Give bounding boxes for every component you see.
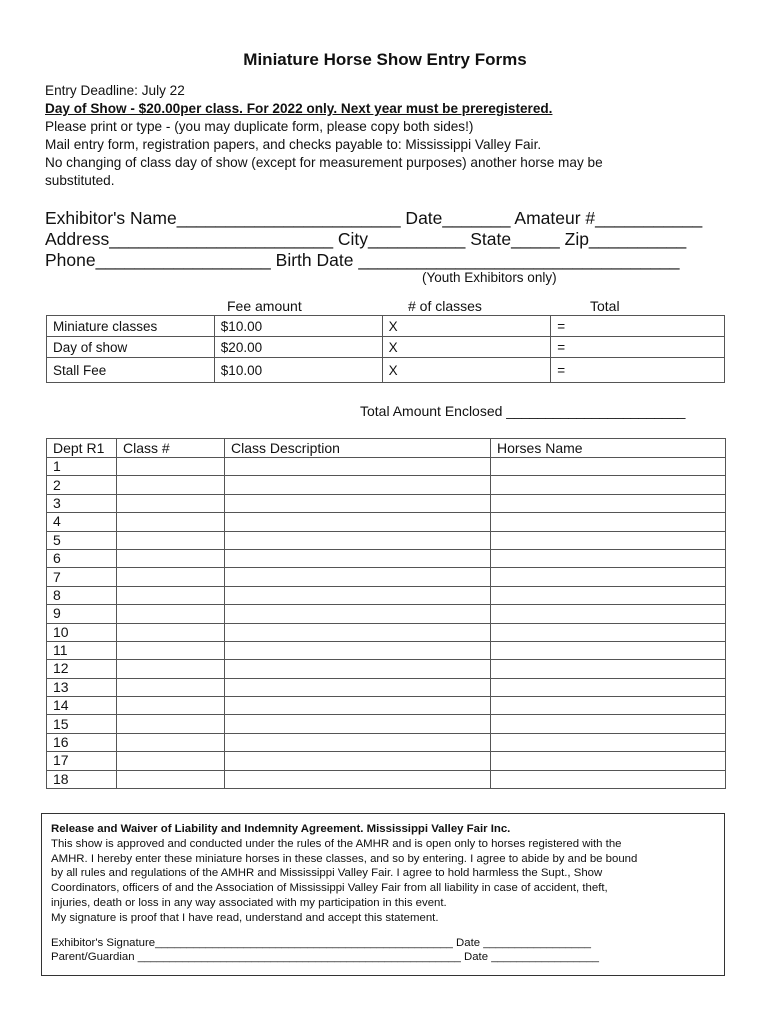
class-description-cell[interactable] (225, 531, 491, 549)
parent-guardian-line[interactable]: Parent/Guardian ___________________________________________________ Date _________________ (51, 951, 599, 964)
fee-table (46, 315, 725, 383)
class-description-cell[interactable] (225, 549, 491, 567)
exhibitor-name-line[interactable]: Exhibitor's Name_______________________ Date_______ Amateur #___________ (45, 208, 703, 228)
waiver-title: Release and Waiver of Liability and Indemnity Agreement. Mississippi Valley Fair Inc. (51, 823, 511, 835)
fee-row (47, 337, 725, 358)
horses-name-cell[interactable] (491, 715, 726, 733)
class-num-cell[interactable] (117, 733, 225, 751)
total-amount-enclosed[interactable]: Total Amount Enclosed _______________________ (360, 403, 686, 419)
table-row (47, 531, 726, 549)
horses-name-cell[interactable] (491, 458, 726, 476)
horses-name-cell[interactable] (491, 586, 726, 604)
horses-name-cell[interactable] (491, 568, 726, 586)
dept-row-number: 12 (47, 660, 117, 678)
total-header: Total (590, 298, 620, 314)
fee-label: Stall Fee (47, 358, 215, 383)
table-row (47, 513, 726, 531)
class-num-cell[interactable] (117, 752, 225, 770)
table-row (47, 733, 726, 751)
release-waiver-box (41, 813, 725, 976)
exhibitor-signature-line[interactable]: Exhibitor's Signature_______________________________________________ Date _________________ (51, 936, 591, 949)
class-num-cell[interactable] (117, 549, 225, 567)
dept-row-number: 8 (47, 586, 117, 604)
table-row (47, 586, 726, 604)
classes-cell[interactable]: X (382, 358, 551, 383)
class-num-cell[interactable] (117, 641, 225, 659)
fee-amount-header: Fee amount (227, 298, 302, 314)
class-num-cell[interactable] (117, 678, 225, 696)
class-description-cell[interactable] (225, 494, 491, 512)
class-num-cell[interactable] (117, 494, 225, 512)
horses-name-cell[interactable] (491, 605, 726, 623)
class-table-header (47, 439, 726, 458)
horses-name-cell[interactable] (491, 531, 726, 549)
horses-name-cell[interactable] (491, 678, 726, 696)
dept-row-number: 13 (47, 678, 117, 696)
dept-row-number: 5 (47, 531, 117, 549)
class-num-header: Class # (117, 439, 225, 458)
table-row (47, 660, 726, 678)
class-entry-table (46, 438, 726, 789)
waiver-text: This show is approved and conducted under the rules of the AMHR and is open only to horses registered with the (51, 837, 622, 850)
dept-row-number: 17 (47, 752, 117, 770)
class-num-cell[interactable] (117, 623, 225, 641)
dept-row-number: 2 (47, 476, 117, 494)
class-num-cell[interactable] (117, 697, 225, 715)
class-num-cell[interactable] (117, 605, 225, 623)
fee-amount: $20.00 (214, 337, 382, 358)
dept-row-number: 9 (47, 605, 117, 623)
horses-name-cell[interactable] (491, 494, 726, 512)
class-description-cell[interactable] (225, 660, 491, 678)
dept-row-number: 18 (47, 770, 117, 788)
class-description-cell[interactable] (225, 641, 491, 659)
waiver-text: AMHR. I hereby enter these miniature horses in these classes, and so by entering. I agree to abide by and be bound (51, 852, 638, 865)
total-cell[interactable]: = (551, 316, 725, 337)
class-num-cell[interactable] (117, 715, 225, 733)
class-description-cell[interactable] (225, 476, 491, 494)
fee-row (47, 316, 725, 337)
horses-name-cell[interactable] (491, 513, 726, 531)
no-change-note: No changing of class day of show (except for measurement purposes) another horse may be (45, 155, 603, 170)
class-num-cell[interactable] (117, 531, 225, 549)
table-row (47, 678, 726, 696)
waiver-text: Coordinators, officers of and the Association of Mississippi Valley Fair from all liability in case of accident, theft, (51, 882, 608, 895)
dept-row-number: 3 (47, 494, 117, 512)
fee-label: Day of show (47, 337, 215, 358)
table-row (47, 458, 726, 476)
table-row (47, 549, 726, 567)
print-note: Please print or type - (you may duplicate form, please copy both sides!) (45, 119, 474, 134)
total-cell[interactable]: = (551, 358, 725, 383)
waiver-text: by all rules and regulations of the AMHR and Mississippi Valley Fair. I agree to hold harmless the Supt., Show (51, 867, 603, 880)
class-description-cell[interactable] (225, 770, 491, 788)
horses-name-cell[interactable] (491, 641, 726, 659)
horses-name-cell[interactable] (491, 549, 726, 567)
class-description-cell[interactable] (225, 697, 491, 715)
dept-row-number: 14 (47, 697, 117, 715)
class-description-cell[interactable] (225, 678, 491, 696)
table-row (47, 476, 726, 494)
no-change-note-cont: substituted. (45, 173, 115, 188)
waiver-text: injuries, death or loss in any way associated with my participation in this event. (51, 896, 447, 909)
horses-name-header: Horses Name (491, 439, 726, 458)
class-description-cell[interactable] (225, 752, 491, 770)
table-row (47, 715, 726, 733)
table-row (47, 623, 726, 641)
dept-row-number: 7 (47, 568, 117, 586)
dept-row-number: 1 (47, 458, 117, 476)
class-description-header: Class Description (225, 439, 491, 458)
phone-line[interactable]: Phone__________________ Birth Date _________________________________ (45, 250, 680, 270)
fee-label: Miniature classes (47, 316, 215, 337)
class-description-cell[interactable] (225, 605, 491, 623)
dept-row-number: 4 (47, 513, 117, 531)
table-row (47, 697, 726, 715)
waiver-text: My signature is proof that I have read, understand and accept this statement. (51, 911, 439, 924)
dept-row-number: 6 (47, 549, 117, 567)
class-num-cell[interactable] (117, 660, 225, 678)
classes-cell[interactable]: X (382, 337, 551, 358)
entry-deadline: Entry Deadline: July 22 (45, 83, 185, 98)
fee-row (47, 358, 725, 383)
table-row (47, 752, 726, 770)
fee-amount: $10.00 (214, 358, 382, 383)
class-num-cell[interactable] (117, 476, 225, 494)
class-num-cell[interactable] (117, 458, 225, 476)
table-row (47, 641, 726, 659)
mail-note: Mail entry form, registration papers, and checks payable to: Mississippi Valley Fair. (45, 137, 542, 152)
dept-row-number: 11 (47, 641, 117, 659)
class-description-cell[interactable] (225, 568, 491, 586)
class-description-cell[interactable] (225, 458, 491, 476)
horses-name-cell[interactable] (491, 476, 726, 494)
class-num-cell[interactable] (117, 513, 225, 531)
horses-name-cell[interactable] (491, 623, 726, 641)
form-title: Miniature Horse Show Entry Forms (243, 50, 527, 69)
horses-name-cell[interactable] (491, 660, 726, 678)
dept-row-number: 16 (47, 733, 117, 751)
num-classes-header: # of classes (408, 298, 482, 314)
table-row (47, 494, 726, 512)
class-description-cell[interactable] (225, 715, 491, 733)
dept-row-number: 10 (47, 623, 117, 641)
horses-name-cell[interactable] (491, 770, 726, 788)
table-row (47, 568, 726, 586)
total-cell[interactable]: = (551, 337, 725, 358)
horses-name-cell[interactable] (491, 697, 726, 715)
fee-amount: $10.00 (214, 316, 382, 337)
dept-header: Dept R1 (47, 439, 117, 458)
class-num-cell[interactable] (117, 568, 225, 586)
youth-note: (Youth Exhibitors only) (422, 270, 557, 285)
class-num-cell[interactable] (117, 770, 225, 788)
class-description-cell[interactable] (225, 733, 491, 751)
horses-name-cell[interactable] (491, 752, 726, 770)
class-num-cell[interactable] (117, 586, 225, 604)
table-row (47, 605, 726, 623)
class-description-cell[interactable] (225, 623, 491, 641)
class-description-cell[interactable] (225, 513, 491, 531)
address-line[interactable]: Address_______________________ City__________ State_____ Zip__________ (45, 229, 687, 249)
classes-cell[interactable]: X (382, 316, 551, 337)
horses-name-cell[interactable] (491, 733, 726, 751)
class-description-cell[interactable] (225, 586, 491, 604)
day-of-show-note: Day of Show - $20.00per class. For 2022 only. Next year must be preregistered. (45, 101, 553, 116)
dept-row-number: 15 (47, 715, 117, 733)
table-row (47, 770, 726, 788)
